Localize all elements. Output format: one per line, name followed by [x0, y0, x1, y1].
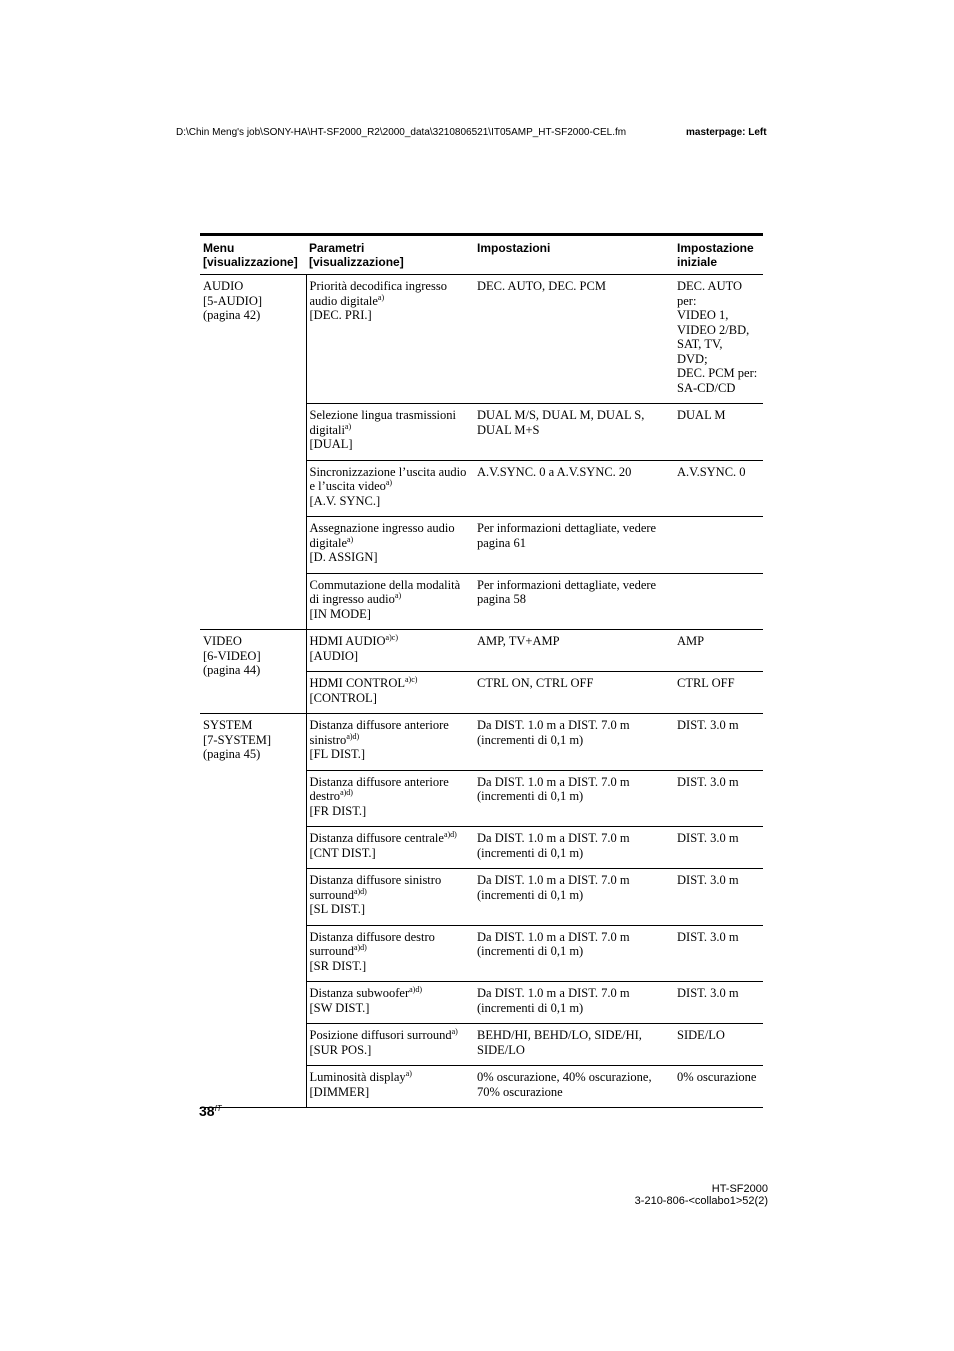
menu-cell-audio: [200, 275, 306, 630]
settings-table: [200, 233, 763, 1108]
parameter-name-cont: [310, 733, 472, 748]
menu-code: [6-VIDEO]: [203, 648, 261, 663]
parameter-label: digitali: [309, 422, 345, 437]
col-header-settings: Impostazioni: [474, 235, 674, 275]
footnote-ref: a): [347, 534, 354, 544]
default-line: DEC. AUTO: [677, 279, 743, 293]
parameter-cell: [306, 827, 474, 869]
settings-cell: Da DIST. 1.0 m a DIST. 7.0 m (incrementi di 0,1 m): [474, 770, 674, 827]
parameter-name-cont: [310, 536, 472, 551]
parameter-label: Distanza subwoofer: [309, 986, 410, 1000]
display-code: [DEC. PRI.]: [309, 308, 372, 322]
default-cell: DIST. 3.0 m: [674, 925, 763, 982]
parameter-cell: [306, 517, 474, 574]
footnote-ref: a)c): [404, 675, 418, 684]
parameter-name-cont: [310, 789, 472, 804]
parameter-name-cont: [310, 592, 472, 607]
settings-cell: DEC. AUTO, DEC. PCM: [474, 275, 674, 404]
menu-name: AUDIO: [203, 279, 244, 293]
parameter-cell: [306, 1024, 474, 1066]
display-code: [D. ASSIGN]: [309, 550, 378, 564]
settings-cell: Da DIST. 1.0 m a DIST. 7.0 m (incrementi di 0,1 m): [474, 982, 674, 1024]
footnote-ref: a): [377, 292, 385, 302]
settings-cell: Da DIST. 1.0 m a DIST. 7.0 m (incrementi di 0,1 m): [474, 827, 674, 869]
display-code: [FR DIST.]: [309, 803, 367, 818]
footer-code: 3-210-806-<collabo1>52(2): [634, 1195, 768, 1207]
settings-cell: Da DIST. 1.0 m a DIST. 7.0 m (incrementi di 0,1 m): [474, 869, 674, 926]
parameter-label: sinistro: [309, 732, 347, 747]
footnote-ref: a): [344, 421, 352, 431]
footnote-ref: a)c): [385, 633, 398, 642]
parameter-name-cont: [310, 944, 472, 959]
parameter-label: Distanza diffusore centrale: [309, 831, 444, 845]
page-number: $38^{IT}$: [199, 1103, 222, 1119]
footnote-ref: a): [451, 1027, 458, 1036]
default-line: VIDEO 2/BD,: [677, 322, 750, 337]
parameter-cell: [306, 275, 474, 404]
parameter-name-cont: [310, 1028, 472, 1043]
parameter-name: Distanza diffusore anteriore: [309, 718, 449, 732]
default-cell: DIST. 3.0 m: [674, 714, 763, 771]
parameter-name: Commutazione della modalità: [309, 577, 461, 592]
settings-cell: Per informazioni dettagliate, vedere pagina 58: [474, 573, 674, 630]
footnote-ref: a)d): [353, 943, 367, 952]
footnote-ref: a): [405, 1069, 412, 1078]
parameter-cell: [306, 982, 474, 1024]
parameter-label: di ingresso audio: [309, 592, 395, 606]
file-path-header: D:\Chin Meng's job\SONY-HA\HT-SF2000_R2\2000_data\3210806521\IT05AMP_HT-SF2000-CEL.fm: [176, 127, 627, 138]
menu-name: SYSTEM: [203, 718, 253, 732]
display-code: [DIMMER]: [309, 1084, 370, 1099]
parameter-label: HDMI CONTROL: [309, 676, 405, 690]
parameter-cell: [306, 573, 474, 630]
display-code: [SUR POS.]: [309, 1042, 372, 1057]
parameter-name: Selezione lingua trasmissioni: [309, 408, 457, 422]
footnote-ref: a)d): [443, 830, 457, 839]
footnote-ref: a)d): [353, 886, 367, 896]
parameter-name: Distanza diffusore anteriore: [309, 774, 449, 789]
parameter-name: Distanza diffusore destro: [309, 929, 435, 944]
default-line: DVD;: [677, 351, 708, 366]
display-code: [CONTROL]: [309, 690, 377, 705]
menu-code: [5-AUDIO]: [203, 293, 263, 308]
parameter-label: Luminosità display: [309, 1070, 406, 1084]
default-cell: 0% oscurazione: [674, 1066, 763, 1108]
default-cell: DIST. 3.0 m: [674, 982, 763, 1024]
parameter-cell: [306, 770, 474, 827]
menu-page: (pagina 45): [203, 747, 261, 761]
parameter-label: HDMI AUDIO: [309, 634, 386, 648]
parameter-cell: [306, 404, 474, 461]
default-line: VIDEO 1,: [677, 308, 729, 322]
parameter-label: surround: [309, 944, 354, 958]
parameter-label: audio digitale: [309, 293, 378, 308]
parameter-cell: [306, 672, 474, 714]
menu-code: [7-SYSTEM]: [203, 732, 272, 747]
display-code: [FL DIST.]: [309, 747, 366, 761]
parameter-label: destro: [309, 789, 341, 803]
parameter-cell: [306, 460, 474, 517]
parameter-name-cont: [310, 1070, 472, 1085]
default-line: DEC. PCM per:: [677, 366, 758, 380]
parameter-name-cont: [310, 831, 472, 846]
parameter-name-cont: [310, 423, 472, 438]
col-header-menu: Menu [visualizzazione]: [200, 235, 306, 275]
col-header-default: Impostazione iniziale: [674, 235, 763, 275]
settings-cell: DUAL M/S, DUAL M, DUAL S, DUAL M+S: [474, 404, 674, 461]
display-code: [SW DIST.]: [309, 1000, 370, 1015]
table-row: [200, 275, 763, 404]
default-line: SAT, TV,: [677, 337, 723, 351]
default-cell: DUAL M: [674, 404, 763, 461]
masterpage-label: masterpage: Left: [686, 127, 767, 138]
parameter-name: Priorità decodifica ingresso: [309, 279, 447, 293]
parameter-name: Assegnazione ingresso audio: [309, 521, 455, 535]
table-row: [200, 714, 763, 771]
footnote-ref: a)d): [346, 731, 360, 741]
menu-cell-video: [200, 630, 306, 714]
parameter-name-cont: [310, 676, 472, 691]
parameter-label: digitale: [309, 535, 347, 550]
parameter-name-cont: [310, 294, 472, 309]
parameter-cell: [306, 714, 474, 771]
parameter-cell: [306, 869, 474, 926]
parameter-label: e l’uscita video: [309, 479, 386, 493]
footer-model: HT-SF2000: [711, 1183, 768, 1195]
settings-cell: Da DIST. 1.0 m a DIST. 7.0 m (incrementi di 0,1 m): [474, 714, 674, 771]
page-language: IT: [214, 1104, 222, 1113]
settings-cell: Per informazioni dettagliate, vedere pagina 61: [474, 517, 674, 574]
display-code: [CNT DIST.]: [309, 845, 376, 860]
default-cell: A.V.SYNC. 0: [674, 460, 763, 517]
parameter-name-cont: [310, 986, 472, 1001]
parameter-name: Sincronizzazione l’uscita audio: [309, 464, 467, 479]
default-line: per:: [677, 293, 697, 308]
default-cell: [674, 275, 763, 404]
settings-cell: Da DIST. 1.0 m a DIST. 7.0 m (incrementi di 0,1 m): [474, 925, 674, 982]
settings-cell: CTRL ON, CTRL OFF: [474, 672, 674, 714]
col-header-parameters: Parametri [visualizzazione]: [306, 235, 474, 275]
menu-page: (pagina 44): [203, 663, 261, 677]
default-cell: AMP: [674, 630, 763, 672]
default-cell: [674, 517, 763, 574]
display-code: [DUAL]: [309, 437, 353, 451]
default-cell: DIST. 3.0 m: [674, 869, 763, 926]
menu-name: VIDEO: [203, 634, 242, 648]
menu-page: (pagina 42): [203, 308, 261, 322]
parameter-name-cont: [310, 479, 472, 494]
footnote-ref: a)d): [409, 985, 423, 994]
parameter-cell: [306, 925, 474, 982]
display-code: [A.V. SYNC.]: [309, 493, 381, 508]
table-row: [200, 630, 763, 672]
default-cell: DIST. 3.0 m: [674, 770, 763, 827]
settings-cell: AMP, TV+AMP: [474, 630, 674, 672]
parameter-label: Posizione diffusori surround: [309, 1028, 452, 1042]
parameter-cell: [306, 1066, 474, 1108]
parameter-name-cont: [310, 888, 472, 903]
parameter-cell: [306, 630, 474, 672]
table-header-row: [200, 235, 763, 275]
parameter-name-cont: [310, 634, 472, 649]
footnote-ref: a): [385, 478, 393, 487]
parameter-label: surround: [309, 887, 354, 902]
menu-cell-system: [200, 714, 306, 1108]
settings-cell: A.V.SYNC. 0 a A.V.SYNC. 20: [474, 460, 674, 517]
display-code: [SR DIST.]: [309, 958, 367, 973]
footnote-ref: a)d): [340, 788, 353, 797]
settings-cell: BEHD/HI, BEHD/LO, SIDE/HI, SIDE/LO: [474, 1024, 674, 1066]
default-cell: [674, 573, 763, 630]
default-line: SA-CD/CD: [677, 380, 736, 395]
display-code: [SL DIST.]: [309, 902, 366, 916]
parameter-name: Distanza diffusore sinistro: [309, 873, 442, 887]
default-cell: SIDE/LO: [674, 1024, 763, 1066]
settings-cell: 0% oscurazione, 40% oscurazione, 70% oscurazione: [474, 1066, 674, 1108]
display-code: [IN MODE]: [309, 606, 371, 621]
default-cell: CTRL OFF: [674, 672, 763, 714]
display-code: [AUDIO]: [309, 648, 359, 663]
default-cell: DIST. 3.0 m: [674, 827, 763, 869]
footnote-ref: a): [394, 591, 402, 600]
